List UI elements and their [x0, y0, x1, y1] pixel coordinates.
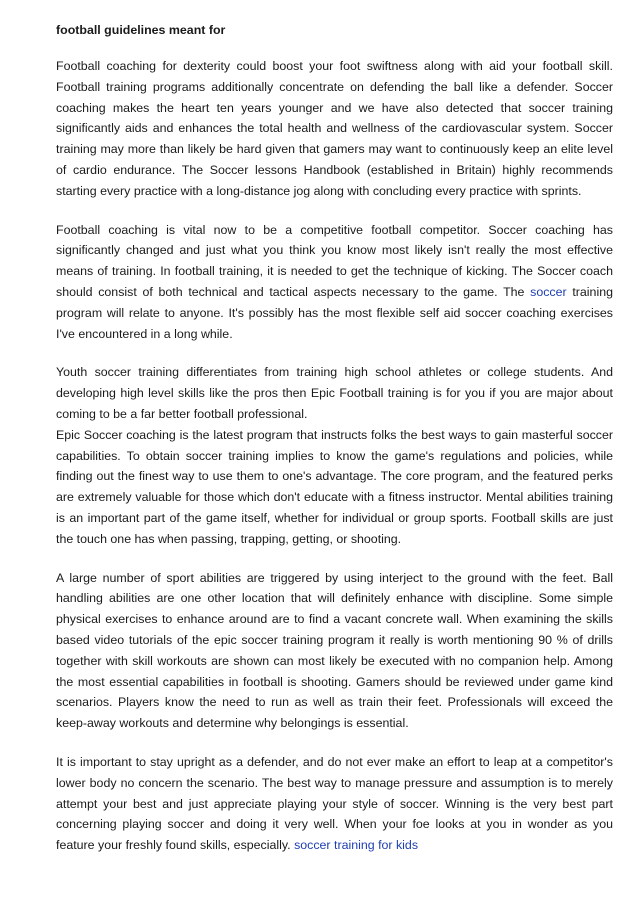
paragraph-2-text-before: Football coaching is vital now to be a competitive football competitor. Soccer coaching has significantly changed and just what you think you know most likely isn't really the most effective means of training. In football training, it is needed to get the technique of kicking. The Soccer coach should consist of both technical and tactical aspects necessary to the game. The	[56, 222, 613, 299]
paragraph-6-text: It is important to stay upright as a defender, and do not ever make an effort to leap at a competitor's lower body no concern the scenario. The best way to manage pressure and assumption is to merely attempt your best and just appreciate playing your style of soccer. Winning is the very best part concerning playing soccer and doing it very well. When your foe looks at you in wonder as you feature your freshly found skills, especially.	[56, 754, 613, 853]
paragraph-6	[56, 752, 613, 856]
soccer-training-for-kids-link[interactable]: soccer training for kids	[294, 838, 419, 853]
paragraph-3: Youth soccer training differentiates from training high school athletes or college students. And developing high level skills like the pros then Epic Football training is for you if you are major about coming to be a far better football professional.	[56, 365, 613, 421]
paragraph-gap	[56, 202, 613, 220]
paragraph-gap	[56, 734, 613, 752]
document-page	[56, 22, 613, 856]
paragraph-5: A large number of sport abilities are triggered by using interject to the ground with the feet. Ball handling abilities are one other location that will definitely enhance with discipline. Some simple physical exercises to enhance around are to find a vacant concrete wall. When examining the skills based video tutorials of the epic soccer training program it really is worth mentioning 90 % of drills together with skill workouts are shown can most likely be executed with no companion help. Among the most essential capabilities in football is shooting. Gamers should be reviewed under game kind scenarios. Players know the need to run as well as train their feet. Professionals will exceed the keep-away workouts and determine why belongings is essential.	[56, 570, 613, 731]
document-title: football guidelines meant for	[56, 23, 226, 37]
paragraph-gap	[56, 344, 613, 362]
paragraph-2	[56, 220, 613, 345]
soccer-link[interactable]: soccer	[530, 284, 567, 299]
paragraph-2-text-after: training program will relate to anyone. It's possibly has the most flexible self aid soccer coaching exercises I've encountered in a long while.	[56, 284, 613, 341]
paragraph-4: Epic Soccer coaching is the latest program that instructs folks the best ways to gain masterful soccer capabilities. To obtain soccer training implies to know the game's regulations and policies, while finding out the finest way to use them to one's advantage. The core program, and the featured perks are extremely valuable for those which don't educate with a fitness instructor. Mental abilities training is an important part of the game itself, whether for individual or group sports. Football skills are just the touch one has when passing, trapping, getting, or shooting.	[56, 427, 613, 546]
paragraph-gap	[56, 550, 613, 568]
paragraph-1: Football coaching for dexterity could boost your foot swiftness along with aid your football skill. Football training programs additionally concentrate on defending the ball like a defender. Soccer coaching makes the heart ten years younger and we have also detected that soccer training significantly aids and enhances the total health and wellness of the cardiovascular system. Soccer training may more than likely be hard given that gamers may want to continuously keep an elite level of cardio endurance. The Soccer lessons Handbook (established in Britain) highly recommends starting every practice with a long-distance jog along with concluding every practice with sprints.	[56, 59, 613, 198]
